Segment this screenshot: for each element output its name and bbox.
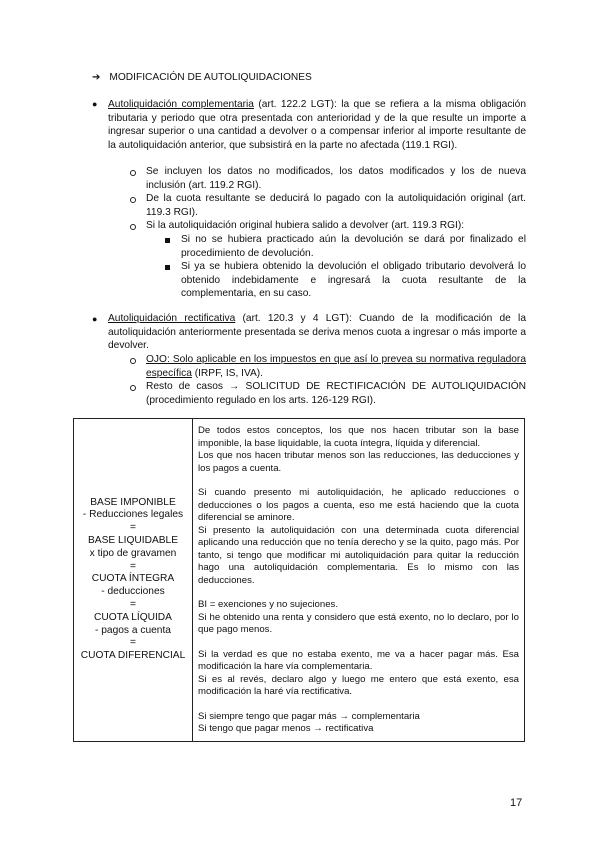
explanation-paragraph: De todos estos conceptos, los que nos hacen tributar son la base imponible, la base liquidable, la cuota íntegra, líquida y diferencial. (198, 425, 519, 449)
formula-line: BASE IMPONIBLE (90, 496, 176, 508)
formula-line: CUOTA ÍNTEGRA (91, 573, 175, 585)
formula-line: - deducciones (101, 586, 165, 598)
rectificativa-paragraph (108, 312, 526, 353)
circle-bullet-icon (130, 385, 136, 391)
tax-formula-cell (74, 419, 193, 742)
explanation-paragraph: Si he obtenido una renta y considero que está exento, no lo declaro, por lo que pago menos. (198, 611, 519, 635)
formula-line: CUOTA LÍQUIDA (94, 611, 172, 623)
square-bullet-icon (165, 238, 170, 243)
formula-line: x tipo de gravamen (89, 547, 177, 559)
rectificativa-title: Autoliquidación rectificativa (108, 313, 236, 324)
formula-line: - Reducciones legales (82, 509, 184, 521)
sub-list-item: Si no se hubiera practicado aún la devolución se dará por finalizado el procedimiento de devolución. (181, 234, 526, 259)
table-row (74, 419, 525, 742)
formula-line: = (130, 560, 136, 572)
list-item: Se incluyen los datos no modificados, los datos modificados y los de nueva inclusión (art. 119.2 RGI). (146, 166, 526, 191)
explanation-paragraph: Si siempre tengo que pagar más → complementaria (198, 710, 420, 722)
explanation-paragraph: Los que nos hacen tributar menos son las reducciones, las deducciones y los pagos a cuenta. (198, 450, 519, 474)
circle-bullet-icon (130, 197, 136, 203)
list-item: Resto de casos → SOLICITUD DE RECTIFICACIÓN DE AUTOLIQUIDACIÓN (procedimiento regulado en los arts. 126-129 RGI). (146, 381, 526, 406)
complementaria-paragraph (108, 98, 526, 152)
complementaria-title: Autoliquidación complementaria (108, 99, 254, 110)
circle-bullet-icon (130, 170, 136, 176)
page-number: 17 (510, 797, 523, 809)
bullet-icon: ● (92, 314, 98, 324)
explanation-paragraph: Si cuando presento mi autoliquidación, he aplicado reducciones o deducciones o los pagos a cuenta, eso me está haciendo que la cuota diferencial se aminore. (198, 487, 519, 523)
formula-line: = (130, 522, 136, 534)
heading-text: MODIFICACIÓN DE AUTOLIQUIDACIONES (109, 72, 312, 83)
section-heading (92, 71, 312, 85)
ojo-note-taxes: (IRPF, IS, IVA). (191, 367, 264, 379)
explanation-paragraph: Si tengo que pagar menos → rectificativa (198, 723, 374, 734)
circle-bullet-icon (130, 224, 136, 230)
list-item (146, 353, 526, 380)
formula-line: CUOTA DIFERENCIAL (80, 650, 186, 662)
rectificativa-definition: (art. 120.3 y 4 LGT): Cuando de la modificación de la autoliquidación anteriormente presentada se deriva menos cuota a ingresar o más importe a devolver. (108, 313, 526, 352)
list-item: Si la autoliquidación original hubiera salido a devolver (art. 119.3 RGI): (146, 220, 465, 231)
explanation-paragraph: Si es al revés, declaro algo y luego me entero que está exento, esa modificación la haré vía rectificativa. (198, 673, 519, 697)
explanation-paragraph: Si presento la autoliquidación con una determinada cuota diferencial aplicando una reducción que no tenía derecho y se la quito, pago más. Por tanto, si tengo que modificar mi autoliquidación para quitar la reducción hago una autoliquidación complementaria. Es lo mismo con las deducciones. (198, 524, 519, 586)
arrow-icon: ➔ (92, 72, 101, 83)
explanation-paragraph: Si la verdad es que no estaba exento, me va a hacer pagar más. Esa modificación la hare vía complementaria. (198, 648, 519, 672)
concepts-table (73, 418, 525, 742)
explanation-cell (193, 419, 525, 742)
explanation-paragraph: BI = exenciones y no sujeciones. (198, 599, 338, 610)
formula-line: = (130, 637, 136, 649)
sub-list-item: Si ya se hubiera obtenido la devolución el obligado tributario devolverá lo obtenido indebidamente e ingresará la cuota resultante de la complementaria, en su caso. (181, 261, 526, 300)
formula-line: = (130, 598, 136, 610)
complementaria-definition: (art. 122.2 LGT): la que se refiera a la misma obligación tributaria y periodo que otra presentada con anterioridad y de la que resulte un importe a ingresar superior o una cantidad a devolver o a compensar inferior al importe resultante de la autoliquidación anterior, que subsistirá en la parte no afectada (119.1 RGI). (108, 99, 527, 151)
formula-line: BASE LIQUIDABLE (87, 534, 179, 546)
list-item: De la cuota resultante se deducirá lo pagado con la autoliquidación original (art. 119.3 RGI). (146, 193, 526, 218)
circle-bullet-icon (130, 358, 136, 364)
bullet-icon: ● (92, 99, 98, 109)
square-bullet-icon (165, 265, 170, 270)
formula-line: - pagos a cuenta (95, 624, 171, 636)
ojo-note: OJO: Solo aplicable en los impuestos en que así lo prevea su normativa reguladora específica (146, 354, 526, 379)
